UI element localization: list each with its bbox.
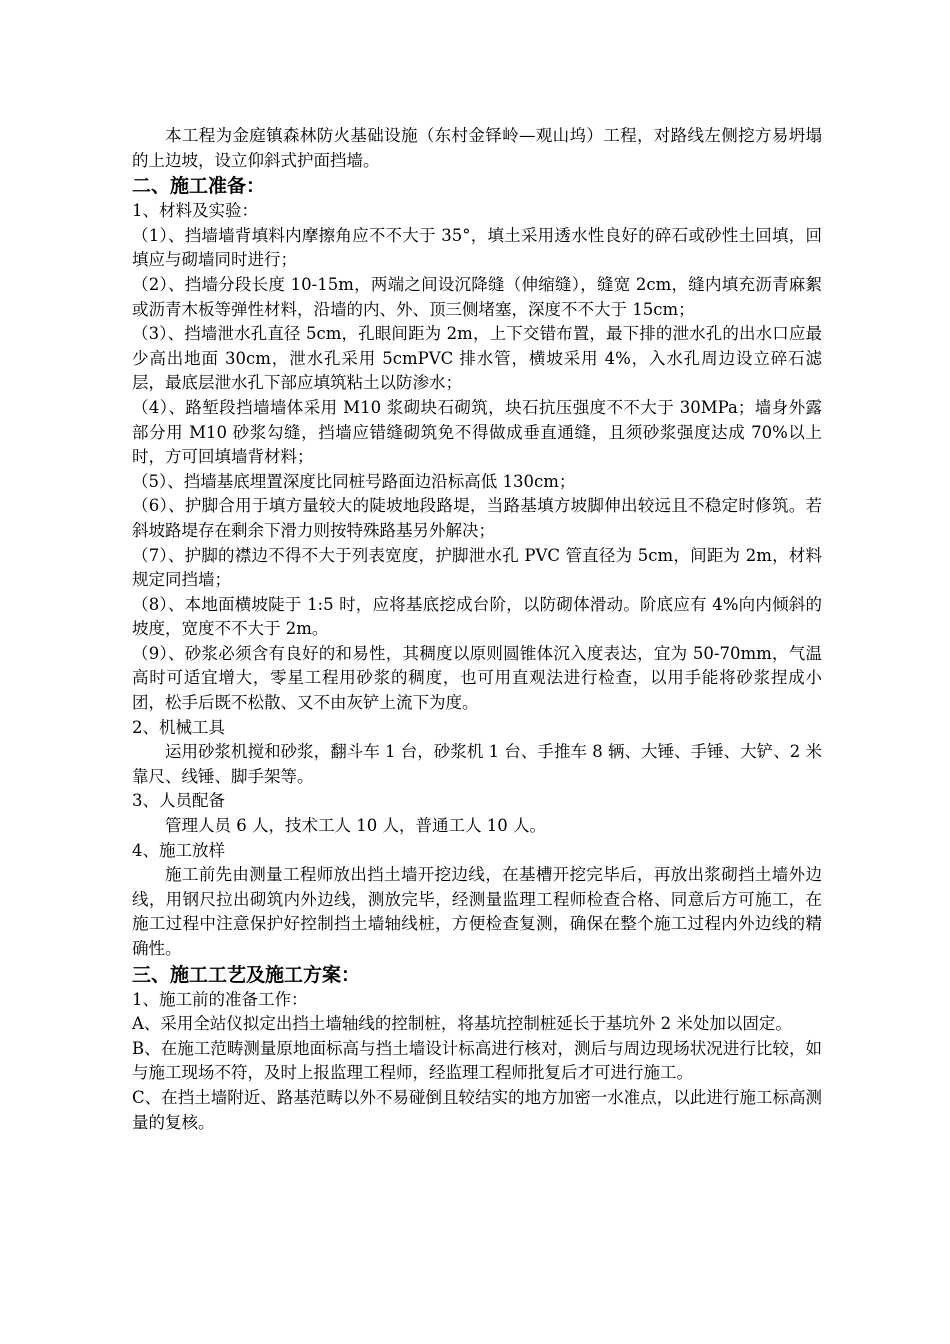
section-2-heading: 二、施工准备： (132, 175, 266, 198)
section-3-1-heading: 1、施工前的准备工作： (132, 989, 308, 1009)
material-item-5: （5）、挡墙基底埋置深度比同桩号路面边沿标高低 130cm； (132, 471, 576, 491)
material-item-6: （6）、护脚合用于填方量较大的陡坡地段路堤，当路基填方坡脚伸出较远且不稳定时修筑。若斜坡路堤存在剩余下滑力则按特殊路基另外解决； (132, 496, 822, 540)
layout-paragraph: 施工前先由测量工程师放出挡土墙开挖边线，在基槽开挖完毕后，再放出浆砌挡土墙外边线，用钢尺拉出砌筑内外边线，测放完毕，经测量监理工程师检查合格、同意后方可施工，在施工过程中注意保护好控制挡土墙轴线桩，方便检查复测，确保在整个施工过程内外边线的精确性。 (132, 865, 822, 958)
machinery-paragraph: 运用砂浆机搅和砂浆，翻斗车 1 台，砂浆机 1 台、手推车 8 辆、大锤、手锤、大铲、2 米靠尺、线锤、脚手架等。 (132, 742, 822, 786)
material-item-1: （1）、挡墙墙背填料内摩擦角应不不大于 35°，填土采用透水性良好的碎石或砂性土回填，回填应与砌墙同时进行； (132, 225, 822, 270)
section-2-2-heading: 2、机械工具 (132, 717, 225, 737)
material-item-8: （8）、本地面横坡陡于 1:5 时，应将基底挖成台阶，以防砌体滑动。阶底应有 4%向内倾斜的坡度，宽度不不大于 2m。 (132, 594, 822, 639)
intro-paragraph: 本工程为金庭镇森林防火基础设施（东村金铎岭—观山坞）工程，对路线左侧挖方易坍塌的上边坡，设立仰斜式护面挡墙。 (132, 126, 822, 170)
material-item-2: （2）、挡墙分段长度 10-15m，两端之间设沉降缝（伸缩缝），缝宽 2cm，缝内填充沥青麻絮或沥青木板等弹性材料，沿墙的内、外、顶三侧堵塞，深度不不大于 15cm； (132, 274, 822, 319)
section-2-3-heading: 3、人员配备 (132, 791, 225, 811)
prep-item-a: A、采用全站仪拟定出挡土墙轴线的控制桩，将基坑控制桩延长于基坑外 2 米处加以固定。 (132, 1014, 792, 1034)
section-2-4-heading: 4、施工放样 (132, 840, 225, 860)
material-item-7: （7）、护脚的襟边不得不大于列表宽度，护脚泄水孔 PVC 管直径为 5cm，间距为 2m，材料规定同挡墙； (132, 545, 822, 590)
material-item-9: （9）、砂浆必须含有良好的和易性，其稠度以原则圆锥体沉入度表达，宜为 50-70mm，气温高时可适宜增大，零星工程用砂浆的稠度，也可用直观法进行检查，以用手能将砂浆捏成小团，松手后既不松散、又不由灰铲上流下为度。 (132, 643, 822, 713)
document-page (132, 124, 822, 1135)
material-item-3: （3）、挡墙泄水孔直径 5cm，孔眼间距为 2m，上下交错布置，最下排的泄水孔的出水口应最少高出地面 30cm，泄水孔采用 5cmPVC 排水管，横坡采用 4%，入水孔周边设立碎石滤层，最底层泄水孔下部应填筑粘土以防渗水； (132, 324, 822, 393)
prep-item-c: C、在挡土墙附近、路基范畴以外不易碰倒且较结实的地方加密一水准点，以此进行施工标高测量的复核。 (132, 1087, 822, 1132)
staffing-paragraph: 管理人员 6 人，技术工人 10 人，普通工人 10 人。 (165, 816, 546, 836)
prep-item-b: B、在施工范畴测量原地面标高与挡土墙设计标高进行核对，测后与周边现场状况进行比较，如与施工现场不符，及时上报监理工程师，经监理工程师批复后才可进行施工。 (132, 1038, 822, 1083)
section-3-heading: 三、施工工艺及施工方案： (132, 963, 361, 986)
material-item-4: （4）、路堑段挡墙墙体采用 M10 浆砌块石砌筑，块石抗压强度不不大于 30MPa；墙身外露部分用 M10 砂浆勾缝，挡墙应错缝砌筑免不得做成垂直通缝，且须砂浆强度达成 70%以上时，方可回填墙背材料； (132, 397, 822, 467)
section-2-1-heading: 1、材料及实验： (132, 201, 258, 221)
